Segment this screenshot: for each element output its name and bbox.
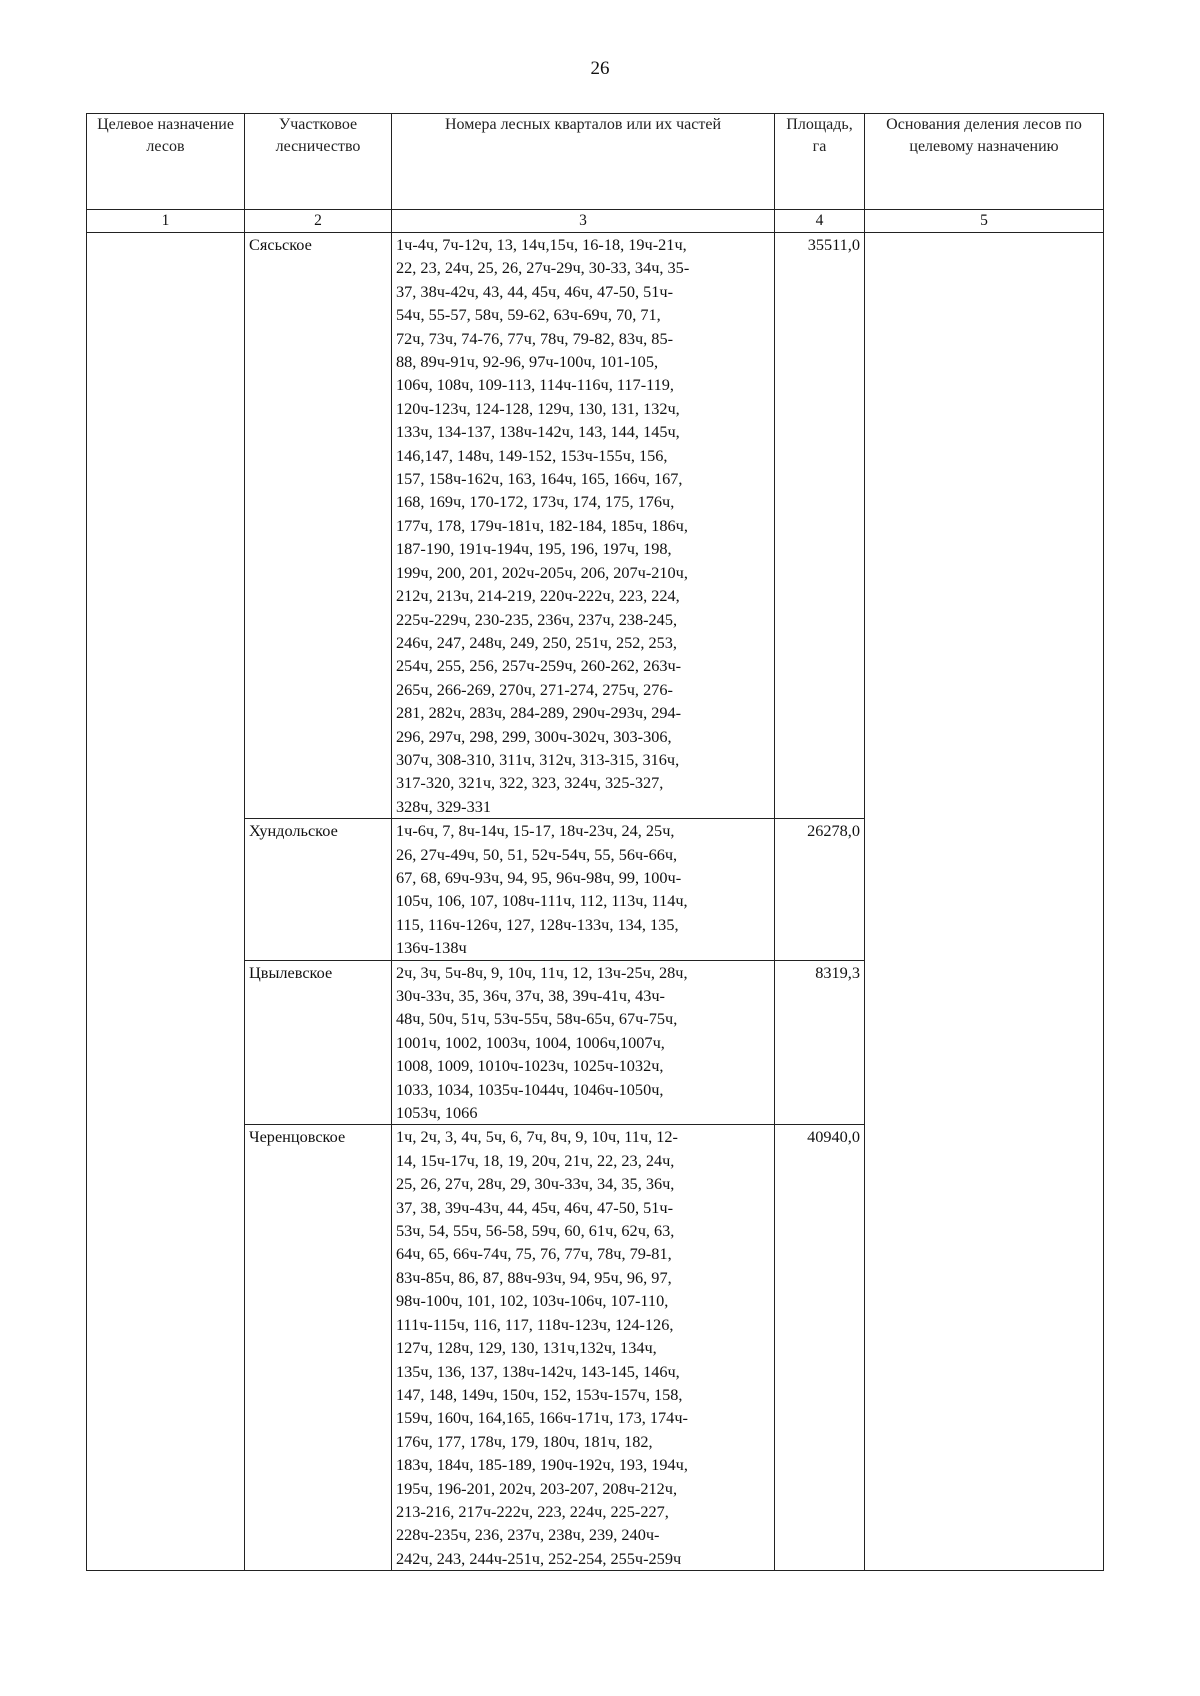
column-number: 1 xyxy=(87,210,245,233)
forestry-name: Цвылевское xyxy=(245,960,392,1125)
forest-purpose-table xyxy=(86,113,1104,1571)
page-number: 26 xyxy=(590,58,610,79)
quarters-list: 1ч, 2ч, 3, 4ч, 5ч, 6, 7ч, 8ч, 9, 10ч, 11ч, 12- 14, 15ч-17ч, 18, 19, 20ч, 21ч, 22, 23, 24ч, 25, 26, 27ч, 28ч, 29, 30ч-33ч, 34, 35, 36ч, 37, 38, 39ч-43ч, 44, 45ч, 46ч, 47-50, 51ч- 53ч, 54, 55ч, 56-58, 59ч, 60, 61ч, 62ч, 63, 64ч, 65, 66ч-74ч, 75, 76, 77ч, 78ч, 79-81, 83ч-85ч, 86, 87, 88ч-93ч, 94, 95ч, 96, 97, 98ч-100ч, 101, 102, 103ч-106ч, 107-110, 111ч-115ч, 116, 117, 118ч-123ч, 124-126, 127ч, 128ч, 129, 130, 131ч,132ч, 134ч, 135ч, 136, 137, 138ч-142ч, 143-145, 146ч, 147, 148, 149ч, 150ч, 152, 153ч-157ч, 158, 159ч, 160ч, 164,165, 166ч-171ч, 173, 174ч- 176ч, 177, 178ч, 179, 180ч, 181ч, 182, 183ч, 184ч, 185-189, 190ч-192ч, 193, 194ч, 195ч, 196-201, 202ч, 203-207, 208ч-212ч, 213-216, 217ч-222ч, 223, 224ч, 225-227, 228ч-235ч, 236, 237ч, 238ч, 239, 240ч- 242ч, 243, 244ч-251ч, 252-254, 255ч-259ч xyxy=(392,1125,775,1571)
table-row xyxy=(87,233,1104,819)
header-area: Площадь, га xyxy=(775,114,865,210)
area-value: 40940,0 xyxy=(775,1125,865,1571)
header-row xyxy=(87,114,1104,210)
header-quarters: Номера лесных кварталов или их частей xyxy=(392,114,775,210)
header-forestry: Участковое лесничество xyxy=(245,114,392,210)
area-value: 8319,3 xyxy=(775,960,865,1125)
purpose-cell xyxy=(87,233,245,1571)
header-basis: Основания деления лесов по целевому назначению xyxy=(865,114,1104,210)
column-number: 4 xyxy=(775,210,865,233)
basis-cell xyxy=(865,233,1104,1571)
forestry-name: Хундольское xyxy=(245,819,392,960)
column-number: 2 xyxy=(245,210,392,233)
quarters-list: 1ч-6ч, 7, 8ч-14ч, 15-17, 18ч-23ч, 24, 25ч, 26, 27ч-49ч, 50, 51, 52ч-54ч, 55, 56ч-66ч, 67, 68, 69ч-93ч, 94, 95, 96ч-98ч, 99, 100ч- 105ч, 106, 107, 108ч-111ч, 112, 113ч, 114ч, 115, 116ч-126ч, 127, 128ч-133ч, 134, 135, 136ч-138ч xyxy=(392,819,775,960)
column-number-row xyxy=(87,210,1104,233)
quarters-list: 2ч, 3ч, 5ч-8ч, 9, 10ч, 11ч, 12, 13ч-25ч, 28ч, 30ч-33ч, 35, 36ч, 37ч, 38, 39ч-41ч, 43ч- 48ч, 50ч, 51ч, 53ч-55ч, 58ч-65ч, 67ч-75ч, 1001ч, 1002, 1003ч, 1004, 1006ч,1007ч, 1008, 1009, 1010ч-1023ч, 1025ч-1032ч, 1033, 1034, 1035ч-1044ч, 1046ч-1050ч, 1053ч, 1066 xyxy=(392,960,775,1125)
quarters-list: 1ч-4ч, 7ч-12ч, 13, 14ч,15ч, 16-18, 19ч-21ч, 22, 23, 24ч, 25, 26, 27ч-29ч, 30-33, 34ч, 35- 37, 38ч-42ч, 43, 44, 45ч, 46ч, 47-50, 51ч- 54ч, 55-57, 58ч, 59-62, 63ч-69ч, 70, 71, 72ч, 73ч, 74-76, 77ч, 78ч, 79-82, 83ч, 85- 88, 89ч-91ч, 92-96, 97ч-100ч, 101-105, 106ч, 108ч, 109-113, 114ч-116ч, 117-119, 120ч-123ч, 124-128, 129ч, 130, 131, 132ч, 133ч, 134-137, 138ч-142ч, 143, 144, 145ч, 146,147, 148ч, 149-152, 153ч-155ч, 156, 157, 158ч-162ч, 163, 164ч, 165, 166ч, 167, 168, 169ч, 170-172, 173ч, 174, 175, 176ч, 177ч, 178, 179ч-181ч, 182-184, 185ч, 186ч, 187-190, 191ч-194ч, 195, 196, 197ч, 198, 199ч, 200, 201, 202ч-205ч, 206, 207ч-210ч, 212ч, 213ч, 214-219, 220ч-222ч, 223, 224, 225ч-229ч, 230-235, 236ч, 237ч, 238-245, 246ч, 247, 248ч, 249, 250, 251ч, 252, 253, 254ч, 255, 256, 257ч-259ч, 260-262, 263ч- 265ч, 266-269, 270ч, 271-274, 275ч, 276- 281, 282ч, 283ч, 284-289, 290ч-293ч, 294- 296, 297ч, 298, 299, 300ч-302ч, 303-306, 307ч, 308-310, 311ч, 312ч, 313-315, 316ч, 317-320, 321ч, 322, 323, 324ч, 325-327, 328ч, 329-331 xyxy=(392,233,775,819)
forestry-name: Черенцовское xyxy=(245,1125,392,1571)
header-purpose: Целевое назначение лесов xyxy=(87,114,245,210)
area-value: 35511,0 xyxy=(775,233,865,819)
forestry-name: Сясьское xyxy=(245,233,392,819)
column-number: 5 xyxy=(865,210,1104,233)
area-value: 26278,0 xyxy=(775,819,865,960)
column-number: 3 xyxy=(392,210,775,233)
